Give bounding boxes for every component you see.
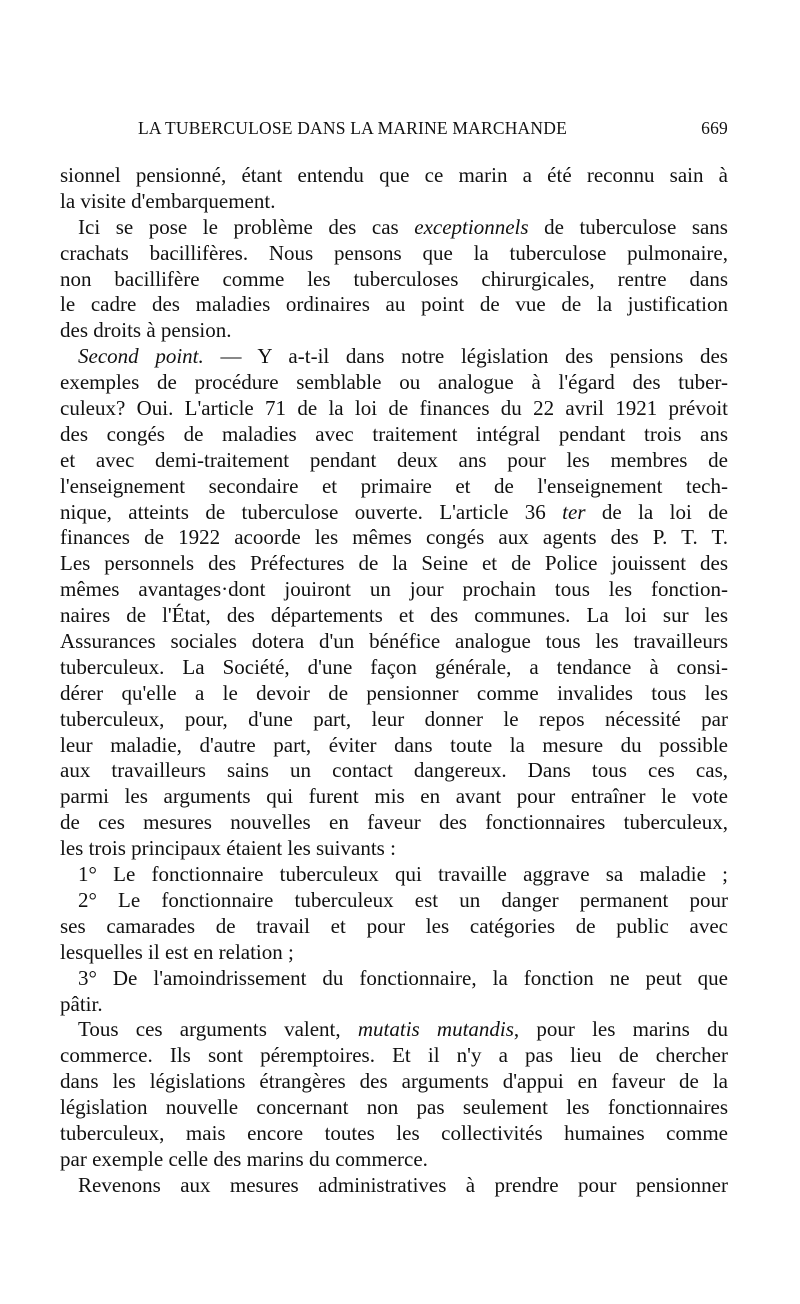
text-segment: Ici se pose le problème des cas	[78, 214, 415, 239]
text-line: non bacillifère comme les tuberculoses chirurgicales, rentre dans	[60, 266, 728, 291]
text-line: et avec demi-traitement pendant deux ans pour les membres de	[60, 447, 728, 472]
text-line: naires de l'État, des départements et des communes. La loi sur les	[60, 603, 728, 628]
text-line: aux travailleurs sains un contact dangereux. Dans tous ces cas,	[60, 758, 728, 783]
text-line: Assurances sociales dotera d'un bénéfice analogue tous les travailleurs	[60, 629, 728, 654]
text-line: des droits à pension.	[60, 318, 232, 343]
text-line: tuberculeux, mais encore toutes les collectivités humaines comme	[60, 1120, 728, 1145]
italic-text: exceptionnels	[414, 214, 529, 239]
text-line: par exemple celle des marins du commerce.	[60, 1146, 428, 1171]
text-line: finances de 1922 acoorde les mêmes congés aux agents des P. T. T.	[60, 525, 728, 550]
text-line	[60, 344, 728, 370]
text-line: 3° De l'amoindrissement du fonctionnaire, la fonction ne peut que	[78, 965, 728, 990]
text-line: tuberculeux. La Société, d'une façon générale, a tendance à consi-	[60, 654, 728, 679]
text-line: des congés de maladies avec traitement intégral pendant trois ans	[60, 421, 728, 446]
text-line: dans les législations étrangères des arguments d'appui en faveur de la	[60, 1069, 728, 1094]
text-segment: — Y a-t-il dans notre législation des pensions des	[203, 344, 728, 369]
text-line: législation nouvelle concernant non pas seulement les fonctionnaires	[60, 1095, 728, 1120]
body-text	[60, 163, 728, 1199]
text-segment: de tuberculose sans	[528, 214, 728, 239]
italic-text: Second point.	[78, 344, 204, 369]
text-line: Les personnels des Préfectures de la Seine et de Police jouissent des	[60, 551, 728, 576]
text-line: culeux? Oui. L'article 71 de la loi de finances du 22 avril 1921 prévoit	[60, 396, 728, 421]
text-line: parmi les arguments qui furent mis en avant pour entraîner le vote	[60, 784, 728, 809]
text-line	[60, 215, 728, 241]
text-line: Revenons aux mesures administratives à prendre pour pensionner	[78, 1172, 728, 1197]
text-line: tuberculeux, pour, d'une part, leur donner le repos nécessité par	[60, 706, 728, 731]
text-line: 2° Le fonctionnaire tuberculeux est un danger permanent pour	[78, 887, 728, 912]
text-line: 1° Le fonctionnaire tuberculeux qui travaille aggrave sa maladie ;	[78, 862, 728, 887]
text-line: de ces mesures nouvelles en faveur des fonctionnaires tuberculeux,	[60, 810, 728, 835]
text-segment: , pour les marins du	[513, 1017, 728, 1042]
text-line: crachats bacillifères. Nous pensons que la tuberculose pulmonaire,	[60, 240, 728, 265]
text-line: lesquelles il est en relation ;	[60, 939, 294, 964]
text-line: leur maladie, d'autre part, éviter dans toute la mesure du possible	[60, 732, 728, 757]
text-line: le cadre des maladies ordinaires au point de vue de la justification	[60, 292, 728, 317]
text-line	[60, 500, 728, 526]
text-line: sionnel pensionné, étant entendu que ce marin a été reconnu sain à	[60, 163, 728, 187]
italic-text: ter	[562, 499, 586, 524]
text-line: l'enseignement secondaire et primaire et de l'enseignement tech-	[60, 473, 728, 498]
page-number: 669	[701, 118, 728, 138]
text-line: dérer qu'elle a le devoir de pensionner comme invalides tous les	[60, 680, 728, 705]
text-line: pâtir.	[60, 991, 103, 1016]
italic-text: mutatis mutandis	[357, 1017, 514, 1042]
text-line: mêmes avantages·dont jouiront un jour prochain tous les fonction-	[60, 577, 728, 602]
text-line: commerce. Ils sont péremptoires. Et il n'y a pas lieu de chercher	[60, 1043, 728, 1068]
text-line: la visite d'embarquement.	[60, 188, 276, 213]
text-line	[60, 1017, 728, 1043]
text-segment: nique, atteints de tuberculose ouverte. L'article 36	[60, 499, 563, 524]
text-segment: de la loi de	[585, 499, 729, 524]
running-title: LA TUBERCULOSE DANS LA MARINE MARCHANDE	[138, 118, 567, 138]
text-line: les trois principaux étaient les suivants :	[60, 836, 396, 861]
text-segment: Tous ces arguments valent,	[78, 1017, 358, 1042]
text-line: ses camarades de travail et pour les catégories de public avec	[60, 913, 728, 938]
text-line: exemples de procédure semblable ou analogue à l'égard des tuber-	[60, 370, 728, 395]
